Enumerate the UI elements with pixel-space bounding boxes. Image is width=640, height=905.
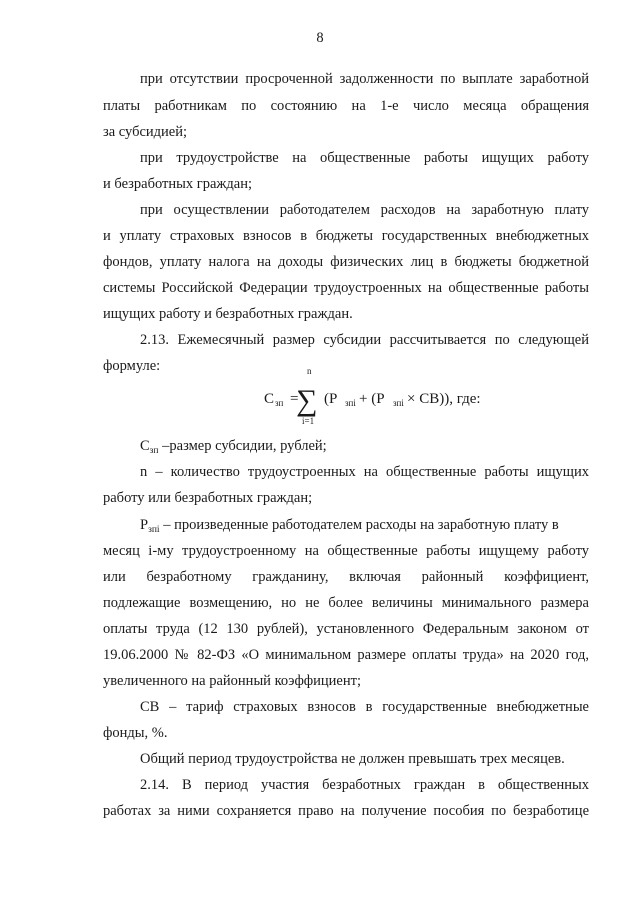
text-line: оплаты труда (12 130 рублей), установленного Федеральным законом от [103, 621, 589, 637]
text-line: фондов, уплату налога на доходы физических лиц в бюджеты бюджетной [103, 254, 589, 270]
text-line: и безработных граждан; [103, 176, 253, 192]
text-line: подлежащие возмещению, но не более величины минимального размера [103, 595, 589, 611]
text-line: при отсутствии просроченной задолженности по выплате заработной [140, 71, 589, 87]
text-line: СВ – тариф страховых взносов в государственные внебюджетные [140, 699, 589, 715]
formula-term2-sub: зпi [393, 398, 404, 408]
formula-lhs: С [264, 391, 275, 407]
page-number: 8 [316, 30, 324, 46]
formula-term1: (Р [324, 391, 338, 407]
definition-text: –размер субсидии, рублей; [158, 438, 327, 454]
text-line: увеличенного на районный коэффициент; [103, 673, 361, 689]
formula-upper: n [307, 366, 312, 376]
text-line: системы Российской Федерации трудоустроенных на общественные работы [103, 280, 589, 296]
text-line: и уплату страховых взносов в бюджеты государственных внебюджетных [103, 228, 589, 244]
text-line: n – количество трудоустроенных на общественные работы ищущих [140, 464, 589, 480]
text-line: при осуществлении работодателем расходов на заработную плату [140, 202, 589, 218]
text-line: месяц i-му трудоустроенному на общественные работы ищущему работу [103, 543, 589, 559]
text-line: 2.14. В период участия безработных граждан в общественных [140, 777, 589, 793]
formula-tail: × СВ)), где: [407, 391, 481, 407]
symbol: Р [140, 517, 149, 533]
text-line: платы работникам по состоянию на 1-е число месяца обращения [103, 98, 589, 114]
formula [262, 362, 492, 426]
definition-rzpi [140, 516, 589, 539]
text-line: Общий период трудоустройства не должен превышать трех месяцев. [140, 751, 565, 767]
text-line: 2.13. Ежемесячный размер субсидии рассчитывается по следующей [140, 332, 589, 348]
symbol-sub: зпi [148, 525, 160, 535]
formula-sigma: ∑ [296, 384, 318, 417]
text-line: работу или безработных граждан; [103, 490, 313, 506]
symbol: С [140, 438, 150, 454]
formula-lhs-sub: зп [275, 398, 284, 408]
text-line: за субсидией; [103, 124, 188, 140]
symbol-sub: зп [149, 446, 159, 456]
definition-czp [140, 437, 327, 460]
definition-text: – произведенные работодателем расходы на заработную плату в [159, 517, 559, 533]
text-line: ищущих работу и безработных граждан. [103, 306, 353, 322]
text-line: при трудоустройстве на общественные работы ищущих работу [140, 150, 589, 166]
text-line: 19.06.2000 № 82-ФЗ «О минимальном размере оплаты труда» на 2020 год, [103, 647, 589, 663]
formula-equals: = [290, 391, 299, 407]
text-line: формуле: [103, 358, 161, 374]
formula-plus: + (Р [359, 391, 385, 407]
text-line: фонды, %. [103, 725, 168, 741]
text-line: или безработному гражданину, включая районный коэффициент, [103, 569, 589, 585]
text-line: работах за ними сохраняется право на получение пособия по безработице [103, 803, 589, 819]
formula-lower: i=1 [302, 416, 315, 426]
formula-term1-sub: зпi [345, 398, 356, 408]
